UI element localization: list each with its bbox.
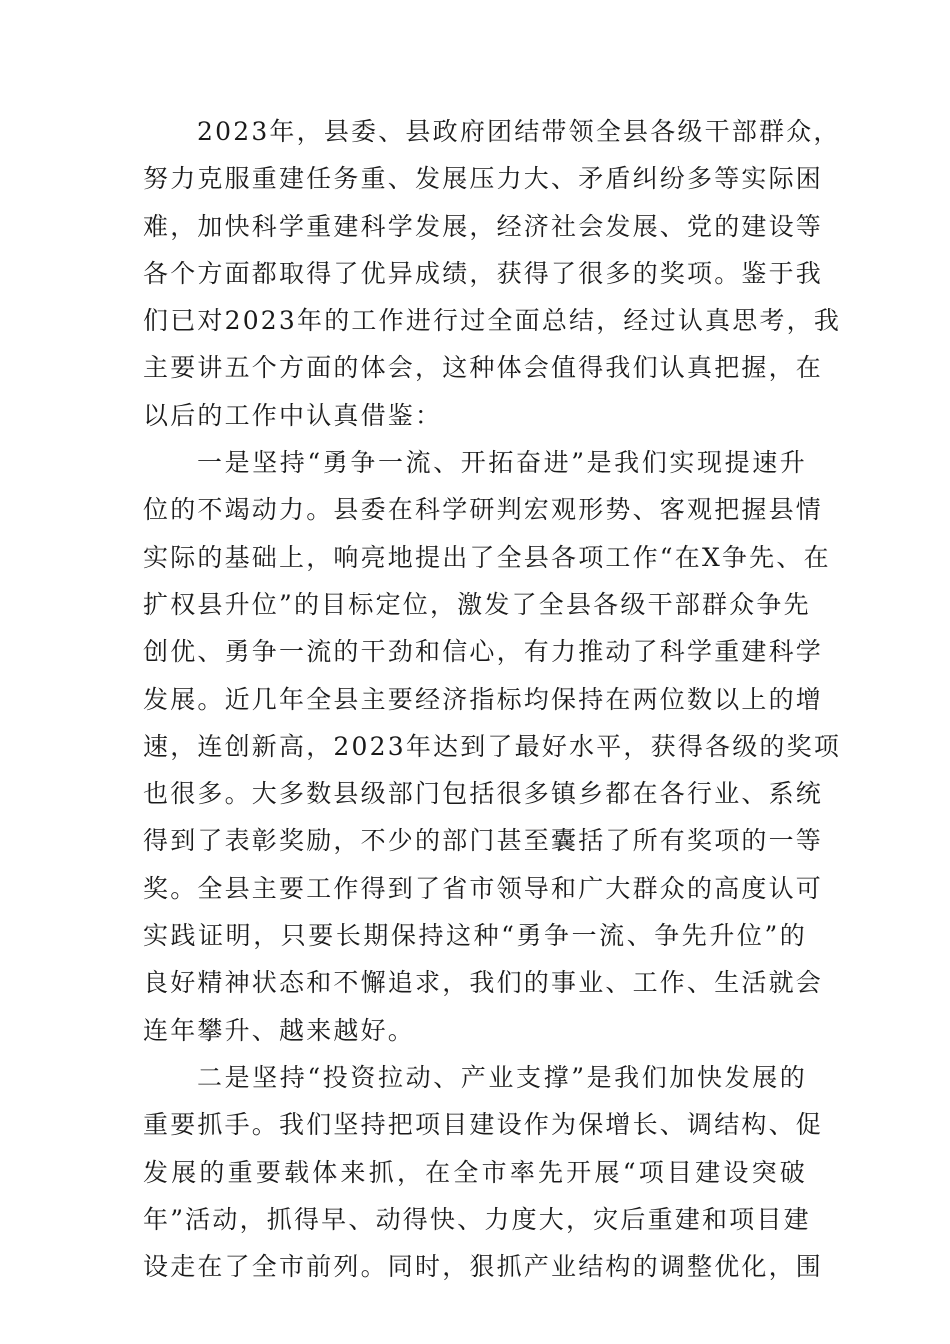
text-line: 年”活动，抓得早、动得快、力度大，灾后重建和项目建 [143, 1204, 811, 1234]
text-line: 以后的工作中认真借鉴： [143, 400, 443, 430]
text-line: 设走在了全市前列。同时，狠抓产业结构的调整优化，围 [143, 1252, 824, 1282]
text-line: 位的不竭动力。县委在科学研判宏观形势、客观把握县情 [143, 495, 824, 525]
text-line: 二是坚持“投资拉动、产业支撑”是我们加快发展的 [197, 1062, 807, 1092]
text-line: 实践证明，只要长期保持这种“勇争一流、争先升位”的 [143, 921, 807, 951]
text-line: 扩权县升位”的目标定位，激发了全县各级干部群众争先 [143, 589, 811, 619]
paragraph-point-two [143, 1054, 824, 1290]
text-line: 良好精神状态和不懈追求，我们的事业、工作、生活就会 [143, 968, 824, 998]
text-line: 速，连创新高，2023年达到了最好水平，获得各级的奖项 [143, 731, 842, 761]
text-line: 创优、勇争一流的干劲和信心，有力推动了科学重建科学 [143, 637, 824, 667]
text-line: 连年攀升、越来越好。 [143, 1015, 416, 1045]
paragraph-point-one [143, 439, 842, 1054]
text-line: 重要抓手。我们坚持把项目建设作为保增长、调结构、促 [143, 1110, 824, 1140]
text-line: 难，加快科学重建科学发展，经济社会发展、党的建设等 [143, 211, 824, 241]
text-line: 发展的重要载体来抓，在全市率先开展“项目建设突破 [143, 1157, 807, 1187]
text-line: 一是坚持“勇争一流、开拓奋进”是我们实现提速升 [197, 448, 807, 478]
text-line: 主要讲五个方面的体会，这种体会值得我们认真把握，在 [143, 353, 824, 383]
text-line: 得到了表彰奖励，不少的部门甚至囊括了所有奖项的一等 [143, 826, 824, 856]
text-line: 2023年，县委、县政府团结带领全县各级干部群众， [197, 117, 841, 146]
document-body [143, 108, 842, 1290]
paragraph-intro [143, 108, 842, 439]
text-line: 努力克服重建任务重、发展压力大、矛盾纠纷多等实际困 [143, 164, 824, 194]
text-line: 们已对2023年的工作进行过全面总结，经过认真思考，我 [143, 306, 842, 336]
text-line: 奖。全县主要工作得到了省市领导和广大群众的高度认可 [143, 873, 824, 903]
text-line: 发展。近几年全县主要经济指标均保持在两位数以上的增 [143, 684, 824, 714]
text-line: 各个方面都取得了优异成绩，获得了很多的奖项。鉴于我 [143, 258, 824, 288]
text-line: 实际的基础上，响亮地提出了全县各项工作“在X争先、在 [143, 542, 831, 572]
text-line: 也很多。大多数县级部门包括很多镇乡都在各行业、系统 [143, 779, 824, 809]
